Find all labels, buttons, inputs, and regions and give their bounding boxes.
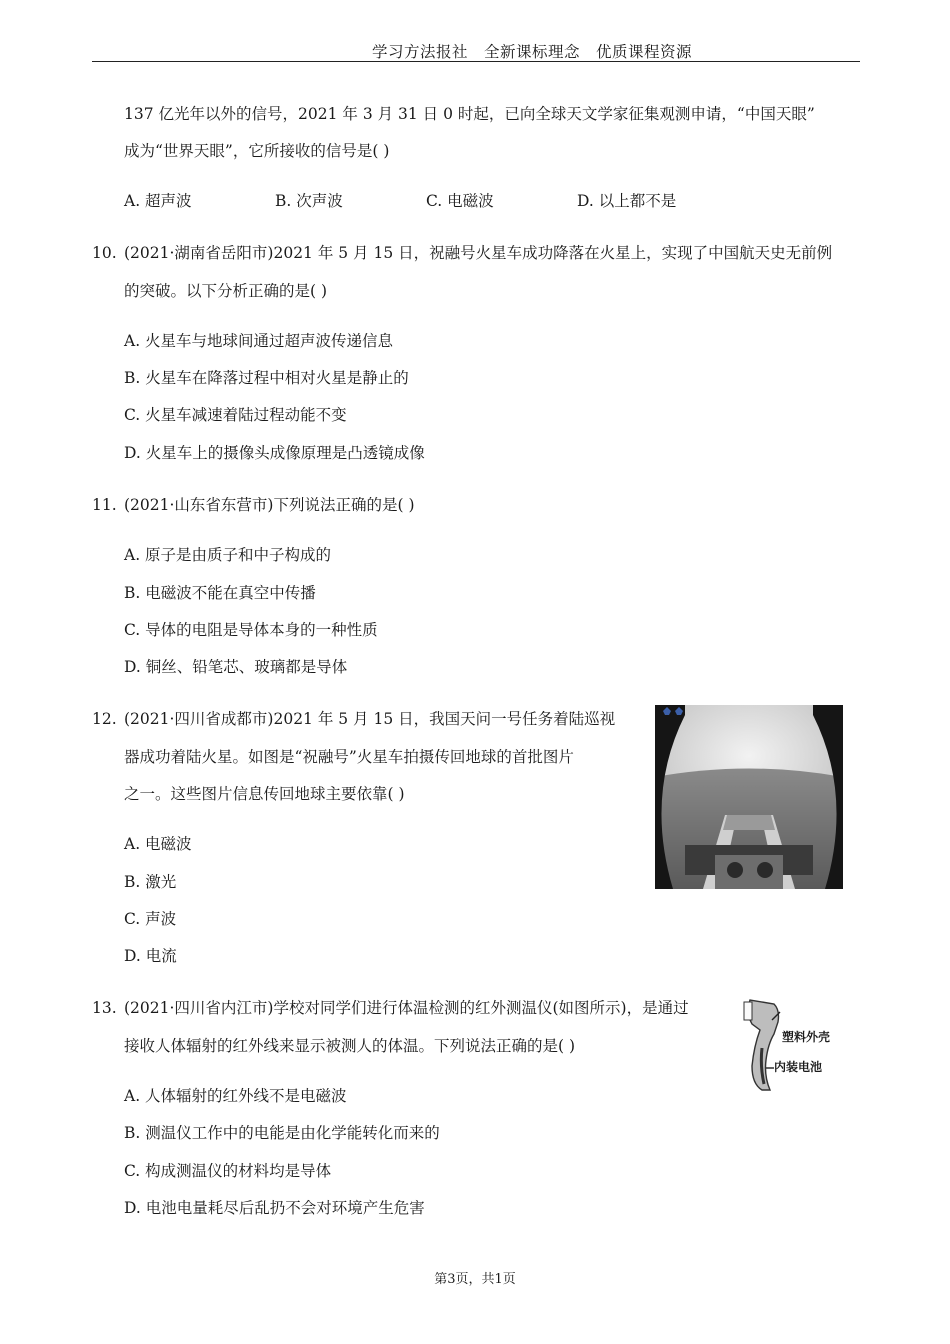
- q9-option-d[interactable]: D. 以上都不是: [577, 192, 677, 210]
- infrared-thermometer-figure: [740, 996, 844, 1094]
- q13-line2: 接收人体辐射的红外线来显示被测人的体温。下列说法正确的是( ): [124, 1037, 576, 1055]
- q10-option-c[interactable]: C. 火星车减速着陆过程动能不变: [124, 406, 347, 424]
- q11-number: 11.: [92, 496, 117, 514]
- q12-option-b[interactable]: B. 激光: [124, 873, 177, 891]
- q11-option-d[interactable]: D. 铜丝、铅笔芯、玻璃都是导体: [124, 658, 348, 676]
- q12-option-a[interactable]: A. 电磁波: [124, 835, 192, 853]
- q13-option-a[interactable]: A. 人体辐射的红外线不是电磁波: [124, 1087, 347, 1105]
- q9-option-c[interactable]: C. 电磁波: [426, 192, 494, 210]
- q12-option-d[interactable]: D. 电流: [124, 947, 177, 965]
- q10-option-a[interactable]: A. 火星车与地球间通过超声波传递信息: [124, 332, 394, 350]
- q9-option-a[interactable]: A. 超声波: [124, 192, 192, 210]
- q13-line1: (2021·四川省内江市)学校对同学们进行体温检测的红外测温仪(如图所示)，是通过: [124, 999, 689, 1017]
- q10-option-b[interactable]: B. 火星车在降落过程中相对火星是静止的: [124, 369, 409, 387]
- q9-line2: 成为“世界天眼”，它所接收的信号是( ): [124, 142, 390, 160]
- page-header: [92, 40, 860, 62]
- mars-rover-photo: [655, 705, 843, 889]
- header-text: 学习方法报社 全新课标理念 优质课程资源: [371, 43, 692, 61]
- q12-line1: (2021·四川省成都市)2021 年 5 月 15 日，我国天问一号任务着陆巡视: [124, 710, 616, 728]
- q11-option-b[interactable]: B. 电磁波不能在真空中传播: [124, 584, 316, 602]
- figure-label-plastic-shell: 塑料外壳: [782, 1030, 831, 1044]
- q13-option-c[interactable]: C. 构成测温仪的材料均是导体: [124, 1162, 332, 1180]
- q11-option-a[interactable]: A. 原子是由质子和中子构成的: [124, 546, 332, 564]
- q11-option-c[interactable]: C. 导体的电阻是导体本身的一种性质: [124, 621, 378, 639]
- figure-label-battery: 内装电池: [774, 1060, 823, 1074]
- page-footer: 第3页，共1页: [434, 1272, 516, 1287]
- thermometer-icon: [740, 996, 844, 1094]
- q10-number: 10.: [92, 244, 117, 262]
- q13-number: 13.: [92, 999, 117, 1017]
- q10-option-d[interactable]: D. 火星车上的摄像头成像原理是凸透镜成像: [124, 444, 425, 462]
- q13-option-b[interactable]: B. 测温仪工作中的电能是由化学能转化而来的: [124, 1124, 440, 1142]
- q10-line1: (2021·湖南省岳阳市)2021 年 5 月 15 日，祝融号火星车成功降落在火星上，实现了中国航天史无前例: [124, 244, 833, 262]
- q12-line2: 器成功着陆火星。如图是“祝融号”火星车拍摄传回地球的首批图片: [124, 748, 574, 766]
- q12-option-c[interactable]: C. 声波: [124, 910, 177, 928]
- q13-option-d[interactable]: D. 电池电量耗尽后乱扔不会对环境产生危害: [124, 1199, 425, 1217]
- q10-line2: 的突破。以下分析正确的是( ): [124, 282, 328, 300]
- q9-option-b[interactable]: B. 次声波: [275, 192, 343, 210]
- q12-line3: 之一。这些图片信息传回地球主要依靠( ): [124, 785, 405, 803]
- q11-line1: (2021·山东省东营市)下列说法正确的是( ): [124, 496, 415, 514]
- q12-number: 12.: [92, 710, 117, 728]
- q9-line1: 137 亿光年以外的信号，2021 年 3 月 31 日 0 时起，已向全球天文学家征集观测申请，“中国天眼”: [124, 105, 815, 123]
